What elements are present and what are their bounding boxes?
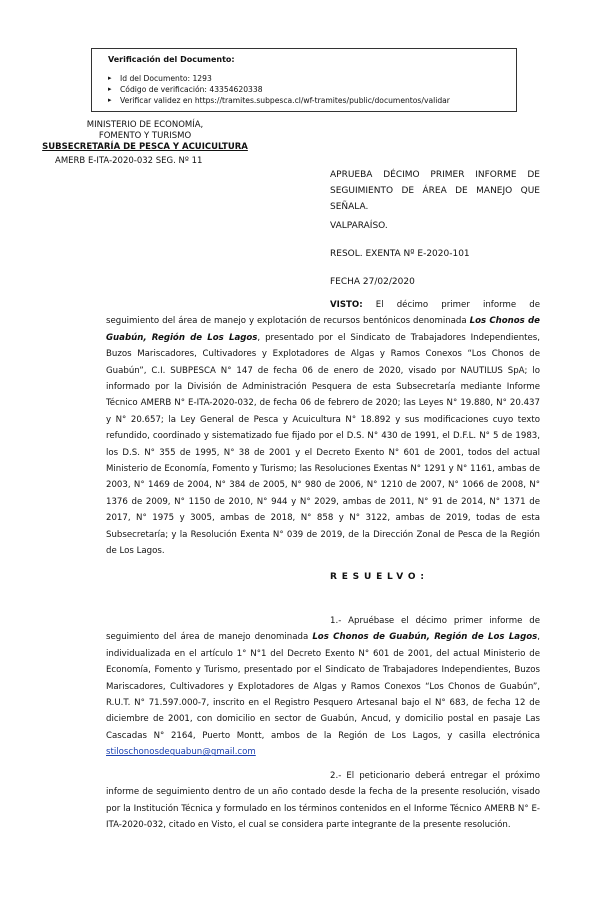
email-link[interactable]: stiloschonosdeguabun@gmail.com [106,747,256,758]
subsecretaria: SUBSECRETARÍA DE PESCA Y ACUICULTURA [42,142,248,152]
resolution-summary: APRUEBA DÉCIMO PRIMER INFORME DE SEGUIMIENTO DE ÁREA DE MANEJO QUE SEÑALA. [330,170,540,212]
ministry-line2: FOMENTO Y TURISMO [98,131,192,141]
item2-text: 2.- El peticionario deberá entregar el próximo informe de seguimiento dentro de un año contado desde la fecha de la presente resolución, visado por la Institución Técnica y formulado en los términos contenidos en el Informe Técnico AMERB N° E-ITA-2020-032, citado en Visto, el cual se considera parte integrante de la presente resolución. [106,771,540,831]
ministry-header [20,120,270,153]
resolution-item-1 [106,613,540,761]
place: VALPARAÍSO. [330,221,388,231]
resuelvo-heading: RESUELVO: [330,572,429,582]
visto-paragraph [106,297,540,560]
resolution-date: FECHA 27/02/2020 [330,277,415,287]
verification-code: ▸ Código de verificación: 43354620338 [108,84,506,95]
ministry-line1: MINISTERIO DE ECONOMÍA, [86,120,204,130]
visto-label: VISTO: [330,300,363,310]
visto-area-name: Los Chonos de Guabún, Región de Los Lagos [106,316,540,343]
resolution-item-2 [106,768,540,834]
visto-text-2: , presentado por el Sindicato de Trabajadores Independientes, Buzos Mariscadores, Cultivadores y Explotadores de Algas y Ramos Conexos “Los Chonos de Guabún”, C.I. SUBPESCA N° 147 de fecha 06 de enero de 2020, visado por NAUTILUS SpA; lo informado por la División de Administración Pesquera de esta Subsecretaría mediante Informe Técnico AMERB N° E-ITA-2020-032, de fecha 06 de febrero de 2020; las Leyes N° 19.880, N° 20.437 y N° 20.657; la Ley General de Pesca y Acuicultura N° 18.892 y sus modificaciones cuyo texto refundido, coordinado y sistematizado fue fijado por el D.S. N° 430 de 1991, el D.F.L. N° 5 de 1983, los D.S. N° 355 de 1995, N° 38 de 2001 y el Decreto Exento N° 601 de 2001, todos del actual Ministerio de Economía, Fomento y Turismo; las Resoluciones Exentas N° 1291 y N° 1161, ambas de 2003, N° 1469 de 2004, N° 384 de 2005, N° 980 de 2006, N° 1210 de 2007, N° 1066 de 2008, N° 1376 de 2009, N° 1150 de 2010, N° 944 y N° 2029, ambas de 2011, N° 91 de 2014, N° 1371 de 2017, N° 1975 y 3005, ambas de 2018, N° 858 y N° 3122, ambas de 2019, todas de esta Subsecretaría; y la Resolución Exenta N° 039 de 2019, de la Dirección Zonal de Pesca de la Región de Los Lagos. [106,332,541,557]
item1-lead: 1.- Apruébase el décimo primer informe de seguimiento del área de manejo denominada [106,616,540,643]
item1-area-name: Los Chonos de Guabún, Región de Los Lagos [312,632,538,643]
verification-url[interactable]: ▸ Verificar validez en https://tramites.subpesca.cl/wf-tramites/public/documentos/validar [108,95,506,106]
verification-list [108,73,506,106]
document-reference: AMERB E-ITA-2020-032 SEG. Nº 11 [55,156,203,166]
item1-body: , individualizada en el artículo 1° N°1 del Decreto Exento N° 601 de 2001, del actual Ministerio de Economía, Fomento y Turismo, presentado por el Sindicato de Trabajadores Independientes, Buzos Mariscadores, Cultivadores y Explotadores de Algas y Ramos Conexos “Los Chonos de Guabún”, R.U.T. N° 71.597.000-7, inscrito en el Registro Pesquero Artesanal bajo el N° 683, de fecha 12 de diciembre de 2001, con domicilio en sector de Guabún, Ancud, y domicilio postal en pasaje Las Cascadas N° 2164, Puerto Montt, ambos de la Región de Los Lagos, y casilla electrónica [106,632,540,741]
verification-title: Verificación del Documento: [108,55,235,64]
resolution-number: RESOL. EXENTA Nº E-2020-101 [330,249,470,259]
verification-box [91,48,517,112]
verification-id: ▸ Id del Documento: 1293 [108,73,506,84]
visto-text-1: El décimo primer informe de seguimiento del área de manejo y explotación de recursos bentónicos denominada [106,300,540,327]
